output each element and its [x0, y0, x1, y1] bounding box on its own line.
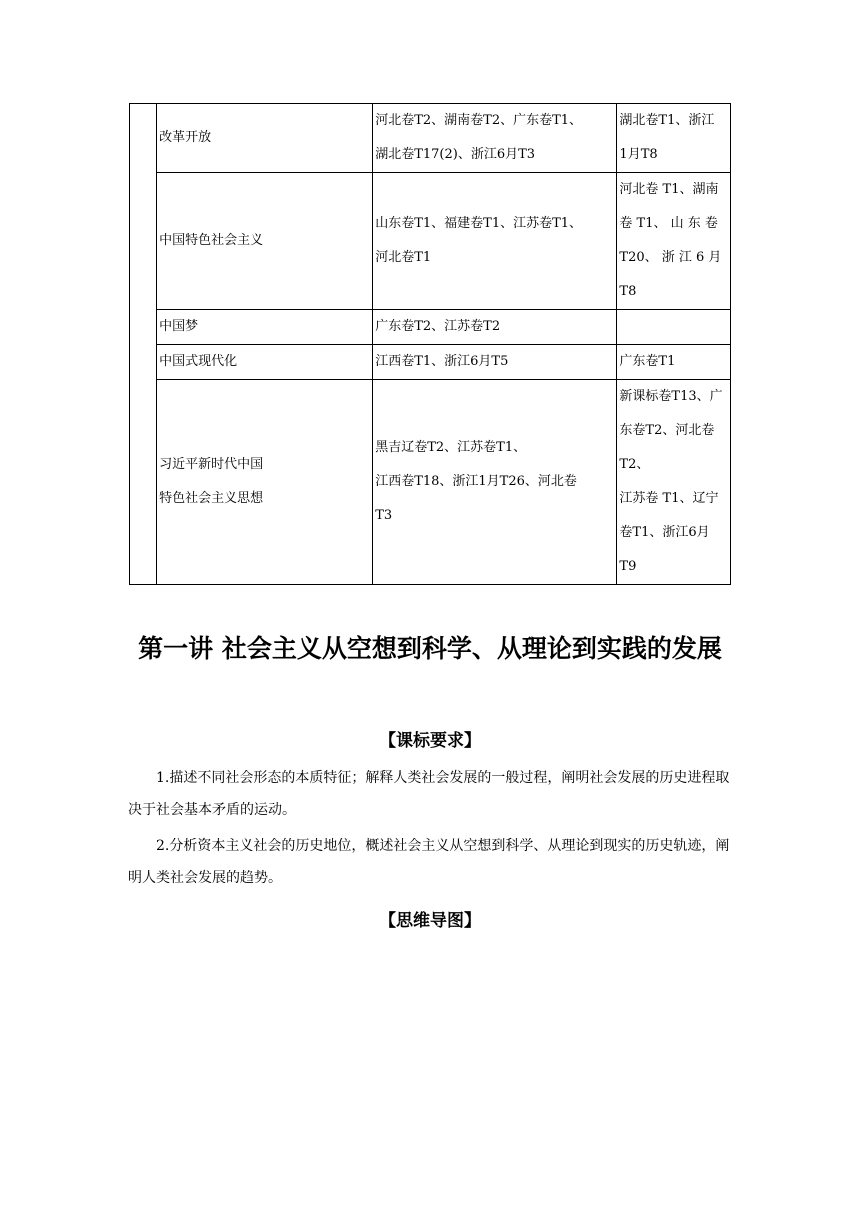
mindmap-heading: 【思维导图】: [379, 911, 481, 931]
exam-cell: [373, 345, 617, 380]
cell-line: 广东卷T2、江苏卷T2: [375, 319, 501, 334]
exam-cell: [373, 104, 617, 173]
exam-cell: [373, 173, 617, 310]
cell-line: 湖北卷T1、浙江: [619, 113, 715, 128]
requirements-heading: 【课标要求】: [379, 731, 481, 751]
topic-cell: [157, 380, 373, 585]
exam-cell: [373, 380, 617, 585]
cell-line: 卷 T1、 山 东 卷: [619, 216, 718, 231]
cell-line: T20、 浙 江 6 月: [619, 250, 722, 265]
exam-cell-2: [617, 104, 731, 173]
cell-line: 河北卷T1: [375, 250, 432, 265]
cell-line: 卷T1、浙江6月: [619, 525, 710, 540]
cell-line: 中国特色社会主义: [159, 233, 264, 248]
cell-line: 河北卷T2、湖南卷T2、广东卷T1、: [375, 113, 583, 128]
cell-line: T3: [375, 508, 393, 523]
table-row: [130, 104, 731, 173]
requirement-item: 1.描述不同社会形态的本质特征；解释人类社会发展的一般过程，阐明社会发展的历史进程取决于社会基本矛盾的运动。: [128, 770, 730, 818]
cell-line: T9: [619, 559, 637, 574]
table-row: [130, 310, 731, 345]
exam-cell-2: [617, 345, 731, 380]
cell-line: 1月T8: [619, 147, 658, 162]
cell-line: 江苏卷 T1、辽宁: [619, 491, 719, 506]
cell-line: 江西卷T1、浙江6月T5: [375, 354, 509, 369]
cell-line: T8: [619, 284, 637, 299]
table-row: [130, 345, 731, 380]
cell-line: 山东卷T1、福建卷T1、江苏卷T1、: [375, 216, 583, 231]
merged-blank-cell: [130, 104, 157, 585]
exam-cell: [373, 310, 617, 345]
cell-line: T2、: [619, 457, 650, 472]
cell-line: 东卷T2、河北卷: [619, 423, 715, 438]
cell-line: 广东卷T1: [619, 354, 676, 369]
exam-topic-table: [129, 103, 731, 585]
cell-line: 特色社会主义思想: [159, 491, 264, 506]
topic-cell: [157, 345, 373, 380]
cell-line: 中国式现代化: [159, 354, 238, 369]
cell-line: 江西卷T18、浙江1月T26、河北卷: [375, 474, 577, 489]
cell-line: 河北卷 T1、湖南: [619, 182, 719, 197]
lesson-title: 第一讲 社会主义从空想到科学、从理论到实践的发展: [138, 634, 722, 663]
topic-cell: [157, 310, 373, 345]
requirement-item: 2.分析资本主义社会的历史地位，概述社会主义从空想到科学、从理论到现实的历史轨迹，阐明人类社会发展的趋势。: [128, 838, 730, 886]
topic-cell: [157, 173, 373, 310]
cell-line: 湖北卷T17(2)、浙江6月T3: [375, 147, 536, 162]
cell-line: 黑吉辽卷T2、江苏卷T1、: [375, 440, 527, 455]
topic-cell: [157, 104, 373, 173]
table-row: [130, 380, 731, 585]
cell-line: 新课标卷T13、广: [619, 389, 723, 404]
exam-cell-2: [617, 173, 731, 310]
cell-line: 习近平新时代中国: [159, 457, 264, 472]
exam-cell-2: [617, 310, 731, 345]
cell-line: 改革开放: [159, 130, 212, 145]
exam-cell-2: [617, 380, 731, 585]
cell-line: 中国梦: [159, 319, 199, 334]
table-row: [130, 173, 731, 310]
